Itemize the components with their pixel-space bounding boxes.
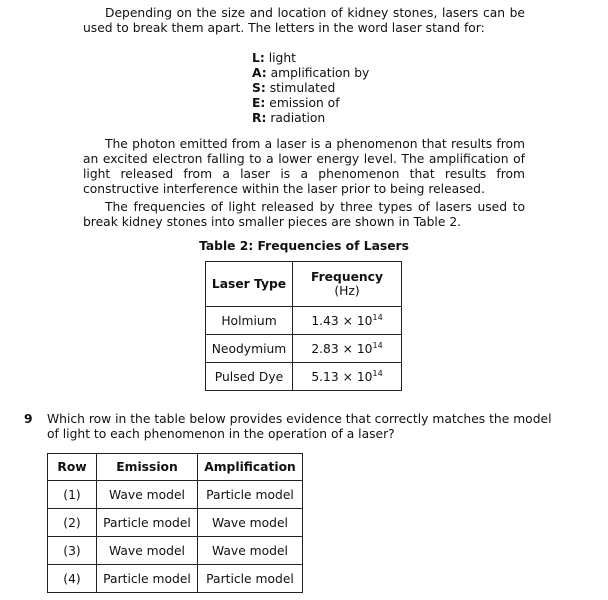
row-number-cell: (3) bbox=[48, 537, 97, 565]
table-row bbox=[206, 335, 402, 363]
frequency-mantissa: 2.83 × 10 bbox=[311, 341, 373, 356]
question-text: Which row in the table below provides evidence that correctly matches the model of light to each phenomenon in the operation of a laser? bbox=[47, 412, 552, 441]
laser-type-cell: Holmium bbox=[206, 307, 293, 335]
amplification-cell: Particle model bbox=[198, 565, 303, 593]
emission-cell: Particle model bbox=[97, 509, 198, 537]
emission-cell: Wave model bbox=[97, 537, 198, 565]
emission-cell: Particle model bbox=[97, 565, 198, 593]
row-number-cell: (2) bbox=[48, 509, 97, 537]
intro-paragraph bbox=[83, 6, 525, 36]
frequency-mantissa: 5.13 × 10 bbox=[311, 369, 373, 384]
answer-choices-table bbox=[47, 453, 303, 593]
acronym-letter: S: bbox=[252, 81, 266, 95]
acronym-word: radiation bbox=[270, 111, 326, 125]
answer-row-3[interactable] bbox=[48, 537, 303, 565]
acronym-item bbox=[252, 66, 369, 81]
header-amplification: Amplification bbox=[198, 454, 303, 481]
photon-paragraph bbox=[83, 137, 525, 197]
table-row bbox=[206, 363, 402, 391]
acronym-letter: E: bbox=[252, 96, 266, 110]
acronym-item bbox=[252, 81, 369, 96]
table2-caption: Table 2: Frequencies of Lasers bbox=[199, 239, 409, 253]
acronym-item bbox=[252, 111, 369, 126]
frequency-exponent: 14 bbox=[372, 312, 383, 322]
question-number: 9 bbox=[24, 412, 33, 426]
header-emission: Emission bbox=[97, 454, 198, 481]
answer-row-2[interactable] bbox=[48, 509, 303, 537]
header-laser-type: Laser Type bbox=[206, 262, 293, 307]
header-frequency-label: Frequency bbox=[311, 270, 383, 284]
frequency-exponent: 14 bbox=[372, 340, 383, 350]
frequency-cell bbox=[293, 307, 402, 335]
acronym-word: light bbox=[268, 51, 296, 65]
laser-type-cell: Neodymium bbox=[206, 335, 293, 363]
emission-cell: Wave model bbox=[97, 481, 198, 509]
answer-row-4[interactable] bbox=[48, 565, 303, 593]
acronym-word: stimulated bbox=[269, 81, 336, 95]
amplification-cell: Particle model bbox=[198, 481, 303, 509]
frequency-cell bbox=[293, 335, 402, 363]
acronym-letter: A: bbox=[252, 66, 267, 80]
frequencies-text: The frequencies of light released by three types of lasers used to break kidney stones into smaller pieces are shown in Table 2. bbox=[83, 200, 525, 229]
acronym-item bbox=[252, 96, 369, 111]
acronym-word: emission of bbox=[269, 96, 340, 110]
header-frequency-unit: (Hz) bbox=[334, 284, 360, 298]
row-number-cell: (1) bbox=[48, 481, 97, 509]
frequency-mantissa: 1.43 × 10 bbox=[311, 313, 373, 328]
laser-type-cell: Pulsed Dye bbox=[206, 363, 293, 391]
header-frequency bbox=[293, 262, 402, 307]
laser-acronym-list bbox=[252, 51, 369, 126]
amplification-cell: Wave model bbox=[198, 537, 303, 565]
table-header-row bbox=[206, 262, 402, 307]
acronym-word: amplification by bbox=[270, 66, 370, 80]
header-row: Row bbox=[48, 454, 97, 481]
row-number-cell: (4) bbox=[48, 565, 97, 593]
frequencies-paragraph bbox=[83, 200, 525, 230]
photon-text: The photon emitted from a laser is a phenomenon that results from an excited electron falling to a lower energy level. The amplification of light released from a laser is a phenomenon that results from constructive interference within the laser prior to being released. bbox=[83, 137, 525, 196]
frequency-exponent: 14 bbox=[372, 368, 383, 378]
frequency-cell bbox=[293, 363, 402, 391]
acronym-letter: R: bbox=[252, 111, 267, 125]
acronym-item bbox=[252, 51, 369, 66]
acronym-letter: L: bbox=[252, 51, 265, 65]
table-header-row bbox=[48, 454, 303, 481]
table-row bbox=[206, 307, 402, 335]
frequencies-table bbox=[205, 261, 402, 391]
intro-text: Depending on the size and location of kidney stones, lasers can be used to break them apart. The letters in the word laser stand for: bbox=[83, 6, 525, 35]
answer-row-1[interactable] bbox=[48, 481, 303, 509]
amplification-cell: Wave model bbox=[198, 509, 303, 537]
